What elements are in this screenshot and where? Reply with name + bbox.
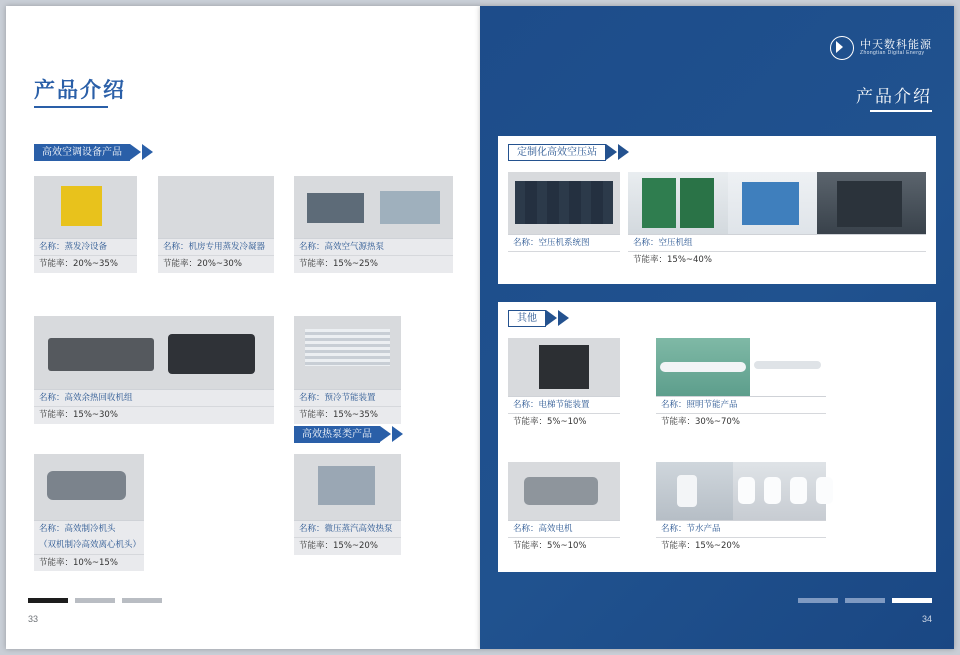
product-card[interactable]	[294, 316, 401, 424]
product-caption	[34, 389, 274, 424]
micro-pressure-steam-heat-pump-photo	[294, 454, 401, 520]
pre-cooling-energy-saving-device-photo	[294, 316, 401, 389]
led-tube-photo	[656, 338, 750, 396]
logo-name-en: Zhongtian Digital Energy	[860, 50, 925, 57]
page-number: 34	[921, 614, 932, 624]
section-header-others	[508, 310, 569, 327]
lighting-energy-saving-product-photo	[656, 338, 826, 396]
right-page	[480, 6, 954, 649]
section-header-hvac	[34, 144, 153, 161]
product-card[interactable]	[656, 462, 826, 555]
logo-mark-icon	[830, 36, 854, 60]
product-name: 名称：高效电机	[513, 524, 573, 534]
high-efficiency-motor-photo	[508, 462, 620, 520]
chevron-right-icon	[142, 144, 153, 160]
product-efficiency: 节能率：5%~10%	[508, 413, 620, 430]
product-card[interactable]	[294, 454, 401, 555]
page-title-underline	[34, 106, 108, 108]
product-name: 名称：高效余热回收机组	[39, 393, 133, 403]
product-caption	[294, 520, 401, 555]
product-efficiency: 节能率：20%~30%	[158, 255, 274, 272]
company-logo	[830, 36, 932, 60]
product-name-sub: （双机制冷高效离心机头）	[39, 540, 142, 551]
progress-dots	[28, 598, 162, 603]
elevator-energy-saving-device-photo	[508, 338, 620, 396]
led-tube-white-photo	[750, 338, 827, 396]
page-number: 33	[28, 614, 39, 624]
others-panel	[498, 302, 936, 572]
urinal-photo	[733, 462, 827, 520]
logo-name-cn: 中天数科能源	[860, 38, 932, 52]
section-label: 定制化高效空压站	[508, 144, 606, 161]
product-caption	[294, 238, 453, 273]
evaporative-cooling-equipment-photo	[34, 176, 137, 238]
product-caption	[508, 396, 620, 431]
product-name: 名称：机房专用蒸发冷凝器	[163, 242, 266, 252]
product-efficiency: 节能率：15%~20%	[656, 537, 826, 554]
section-label: 高效空调设备产品	[34, 144, 130, 161]
left-page	[6, 6, 480, 649]
air-compressor-system-diagram-photo	[508, 172, 620, 234]
product-efficiency: 节能率：15%~35%	[294, 406, 401, 423]
product-caption	[294, 389, 401, 424]
product-name: 名称：电梯节能装置	[513, 400, 590, 410]
progress-dot	[845, 598, 885, 603]
product-efficiency: 节能率：15%~30%	[34, 406, 274, 423]
chevron-right-icon	[392, 426, 403, 442]
progress-dot	[798, 598, 838, 603]
product-name: 名称：预冷节能装置	[299, 393, 376, 403]
product-card[interactable]	[294, 176, 453, 273]
product-name: 名称：空压机系统图	[513, 238, 590, 248]
toilet-photo	[656, 462, 733, 520]
product-name: 名称：蒸发冷设备	[39, 242, 108, 252]
product-card[interactable]	[34, 454, 144, 571]
page-title: 产品介绍	[34, 78, 126, 102]
product-card[interactable]	[34, 176, 137, 273]
product-name: 名称：照明节能产品	[661, 400, 738, 410]
product-efficiency: 节能率：20%~35%	[34, 255, 137, 272]
chevron-right-icon	[380, 426, 391, 442]
progress-dot-active	[28, 598, 68, 603]
product-efficiency: 节能率：15%~20%	[294, 537, 401, 554]
product-card[interactable]	[508, 338, 620, 431]
section-header-air-compressor	[508, 144, 629, 161]
air-source-heat-pump-photo	[294, 176, 453, 238]
compressor-blue-photo	[728, 172, 817, 234]
evaporative-condenser-photo	[158, 176, 274, 238]
waste-heat-recovery-unit-photo	[34, 316, 274, 389]
page-title: 产品介绍	[856, 87, 932, 107]
product-card[interactable]	[656, 338, 826, 431]
air-compressor-units-photo	[628, 172, 926, 234]
chevron-right-icon	[558, 310, 569, 326]
page-title-underline	[870, 110, 932, 112]
chevron-right-icon	[546, 310, 557, 326]
product-efficiency: 节能率：15%~25%	[294, 255, 453, 272]
product-name: 名称：空压机组	[633, 238, 693, 248]
product-card[interactable]	[508, 462, 620, 555]
chevron-right-icon	[606, 144, 617, 160]
progress-dot-active	[892, 598, 932, 603]
product-card[interactable]	[628, 172, 926, 269]
product-efficiency	[508, 251, 620, 268]
product-caption	[34, 520, 144, 571]
product-efficiency: 节能率：15%~40%	[628, 251, 926, 268]
product-card[interactable]	[34, 316, 274, 424]
product-card[interactable]	[508, 172, 620, 268]
product-name: 名称：高效制冷机头	[39, 524, 116, 534]
chevron-right-icon	[618, 144, 629, 160]
compressor-dark-photo	[817, 172, 926, 234]
progress-dots	[798, 598, 932, 603]
product-caption	[508, 520, 620, 555]
product-efficiency: 节能率：5%~10%	[508, 537, 620, 554]
logo-text	[860, 39, 932, 57]
product-caption	[158, 238, 274, 273]
product-efficiency: 节能率：10%~15%	[34, 554, 144, 571]
product-caption	[628, 234, 926, 269]
section-header-heat-pump	[294, 426, 403, 443]
product-card[interactable]	[158, 176, 274, 273]
product-name: 名称：节水产品	[661, 524, 721, 534]
product-caption	[656, 396, 826, 431]
progress-dot	[75, 598, 115, 603]
product-caption	[34, 238, 137, 273]
water-saving-product-photo	[656, 462, 826, 520]
progress-dot	[122, 598, 162, 603]
product-name: 名称：高效空气源热泵	[299, 242, 385, 252]
product-name: 名称：微压蒸汽高效热泵	[299, 524, 393, 534]
chevron-right-icon	[130, 144, 141, 160]
product-caption	[508, 234, 620, 268]
high-efficiency-chiller-head-photo	[34, 454, 144, 520]
section-label: 高效热泵类产品	[294, 426, 380, 443]
air-compressor-panel	[498, 136, 936, 284]
product-efficiency: 节能率：30%~70%	[656, 413, 826, 430]
compressor-green-photo	[628, 172, 728, 234]
product-caption	[656, 520, 826, 555]
section-label: 其他	[508, 310, 546, 327]
